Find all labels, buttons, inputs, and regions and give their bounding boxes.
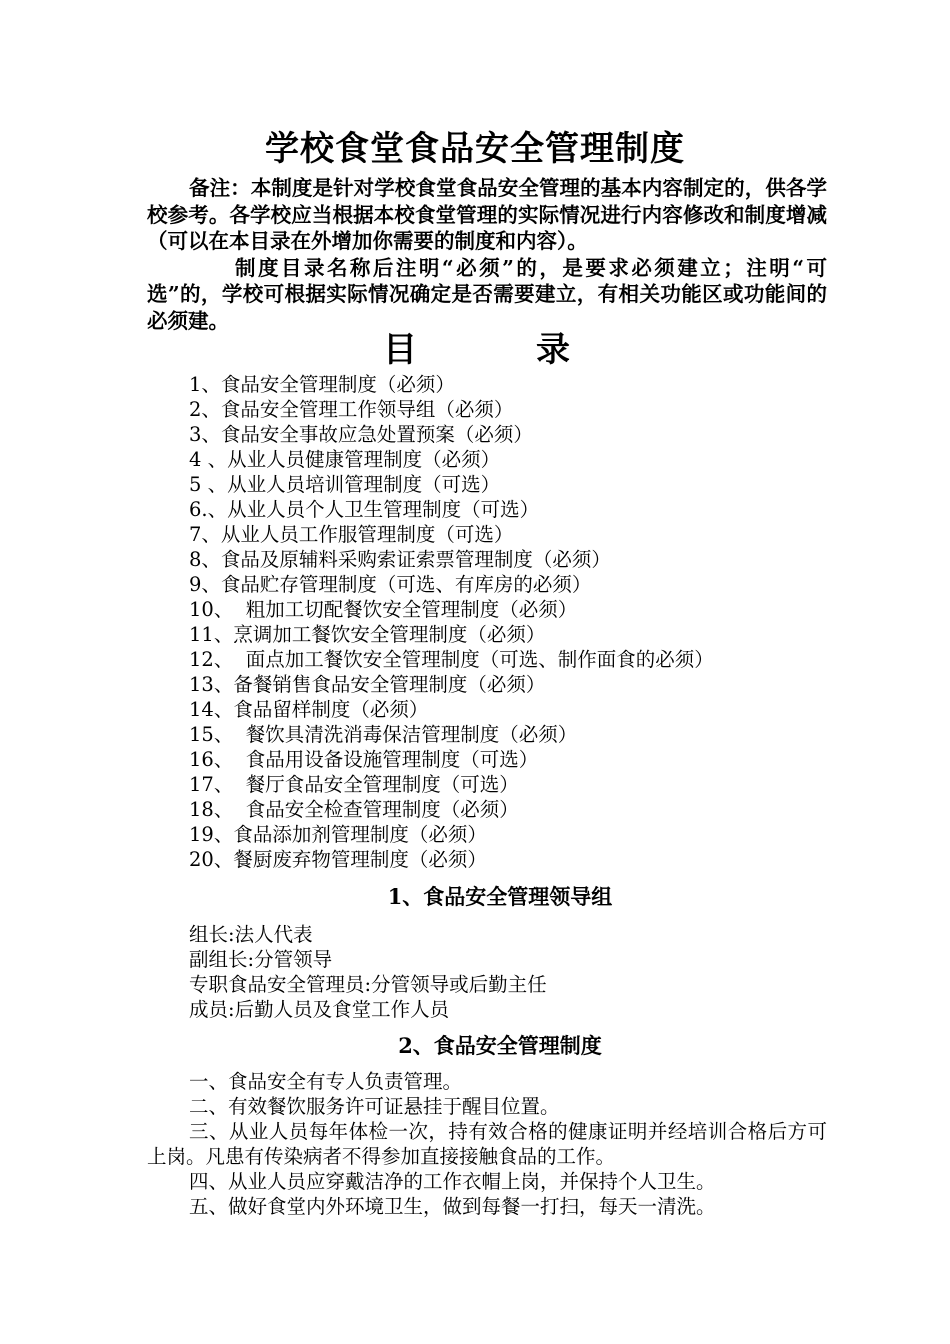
toc-item: 16、 食品用设备设施管理制度（可选）: [189, 748, 539, 771]
note-paragraph: 备注：本制度是针对学校食堂食品安全管理的基本内容制定的，供各学校参考。各学校应当根据本校食堂管理的实际情况进行内容修改和制度增减（可以在本目录在外增加你需要的制度和内容）。: [147, 176, 827, 253]
leadership-group-list: [189, 922, 829, 1022]
toc-item: 14、食品留样制度（必须）: [189, 698, 429, 721]
list-item: 组长:法人代表: [189, 923, 313, 946]
toc-item: 4 、从业人员健康管理制度（必须）: [189, 448, 501, 471]
toc-item: 2、食品安全管理工作领导组（必须）: [189, 398, 514, 421]
toc-item: 10、 粗加工切配餐饮安全管理制度（必须）: [189, 598, 578, 621]
section-heading: 1、食品安全管理领导组: [387, 884, 613, 909]
toc-item: 17、 餐厅食品安全管理制度（可选）: [189, 773, 519, 796]
list-item: 专职食品安全管理员:分管领导或后勤主任: [189, 973, 547, 996]
rule-item: 五、做好食堂内外环境卫生，做到每餐一打扫，每天一清洗。: [189, 1195, 716, 1218]
toc-item: 6.、从业人员个人卫生管理制度（可选）: [189, 498, 540, 521]
note-paragraph: 制度目录名称后注明“必须”的，是要求必须建立；注明“可选”的，学校可根据实际情况确定是否需要建立，有相关功能区或功能间的必须建。: [147, 255, 827, 333]
toc-item: 20、餐厨废弃物管理制度（必须）: [189, 848, 487, 871]
toc-item: 3、食品安全事故应急处置预案（必须）: [189, 423, 533, 446]
rule-item: 四、从业人员应穿戴洁净的工作衣帽上岗，并保持个人卫生。: [189, 1170, 716, 1193]
note-section: [147, 175, 827, 334]
document-title: 学校食堂食品安全管理制度: [265, 129, 685, 169]
toc-item: 11、烹调加工餐饮安全管理制度（必须）: [189, 623, 546, 646]
toc-item: 15、 餐饮具清洗消毒保洁管理制度（必须）: [189, 723, 578, 746]
list-item: 成员:后勤人员及食堂工作人员: [189, 998, 450, 1021]
toc-item: 9、食品贮存管理制度（可选、有库房的必须）: [189, 573, 592, 596]
list-item: 副组长:分管领导: [189, 948, 333, 971]
table-of-contents: [189, 372, 889, 872]
rule-item: 一、食品安全有专人负责管理。: [189, 1070, 463, 1093]
section-heading: 2、食品安全管理制度: [398, 1033, 602, 1058]
toc-item: 8、食品及原辅料采购索证索票管理制度（必须）: [189, 548, 611, 571]
toc-item: 1、食品安全管理制度（必须）: [189, 373, 455, 396]
rule-item: 三、从业人员每年体检一次，持有效合格的健康证明并经培训合格后方可上岗。凡患有传染病者不得参加直接接触食品的工作。: [147, 1120, 827, 1168]
toc-item: 5 、从业人员培训管理制度（可选）: [189, 473, 501, 496]
toc-item: 13、备餐销售食品安全管理制度（必须）: [189, 673, 546, 696]
toc-item: 19、食品添加剂管理制度（必须）: [189, 823, 487, 846]
toc-item: 12、 面点加工餐饮安全管理制度（可选、制作面食的必须）: [189, 648, 714, 671]
toc-heading-char: 目: [383, 330, 417, 370]
management-rules-list: [147, 1069, 827, 1219]
rule-item: 二、有效餐饮服务许可证悬挂于醒目位置。: [189, 1095, 560, 1118]
toc-item: 18、 食品安全检查管理制度（必须）: [189, 798, 519, 821]
toc-item: 7、从业人员工作服管理制度（可选）: [189, 523, 514, 546]
toc-heading-char: 录: [536, 330, 570, 370]
